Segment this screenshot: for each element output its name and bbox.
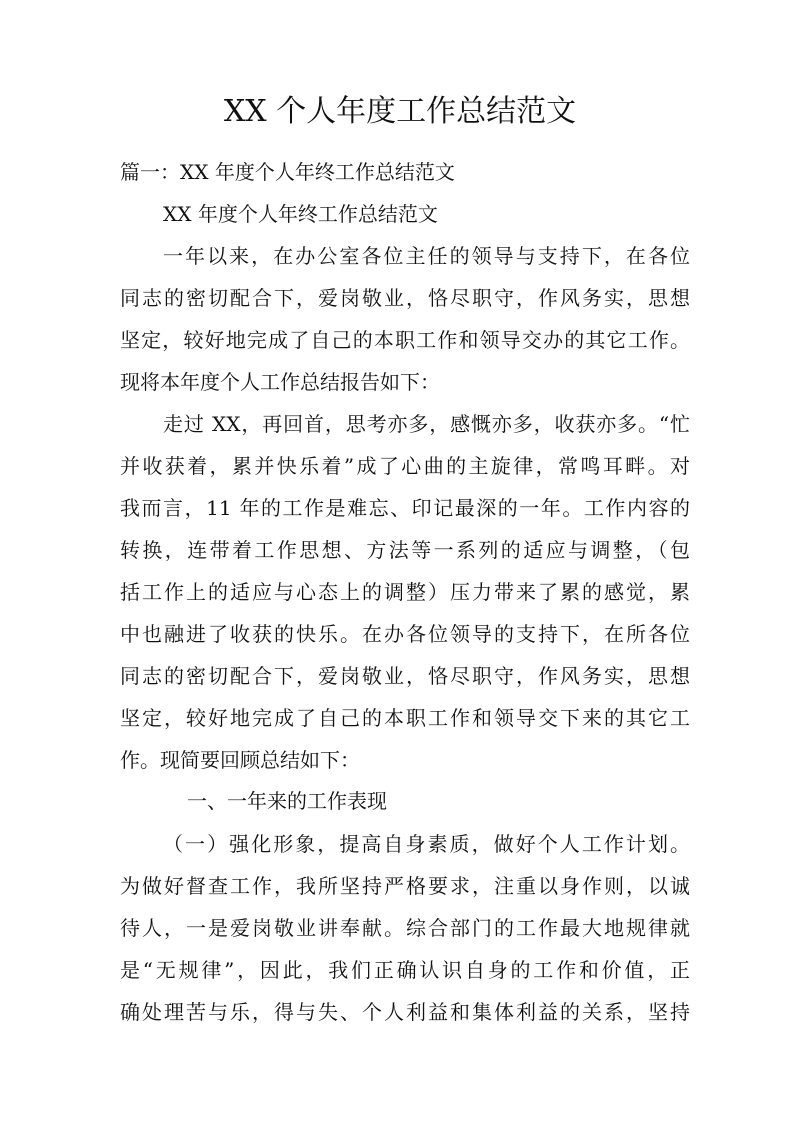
paragraph-line: 括工作上的适应与心态上的调整）压力带来了累的感觉，累 — [120, 580, 690, 604]
section-heading: 一、一年来的工作表现 — [187, 789, 387, 813]
paragraph-line: 中也融进了收获的快乐。在办各位领导的支持下，在所各位 — [120, 622, 690, 646]
paragraph-line: 坚定，较好地完成了自己的本职工作和领导交下来的其它工 — [120, 706, 690, 730]
paragraph-line: 同志的密切配合下，爱岗敬业，恪尽职守，作风务实，思想 — [120, 286, 690, 310]
paragraph-line: 为做好督查工作，我所坚持严格要求，注重以身作则，以诚 — [120, 874, 690, 898]
paragraph-line: 待人，一是爱岗敬业讲奉献。综合部门的工作最大地规律就 — [120, 916, 690, 940]
chapter-subheading: XX 年度个人年终工作总结范文 — [163, 202, 438, 226]
paragraph-line: 是“无规律”，因此，我们正确认识自身的工作和价值，正 — [120, 958, 690, 982]
paragraph-line: 现将本年度个人工作总结报告如下： — [120, 370, 440, 394]
paragraph-line: 并收获着，累并快乐着”成了心曲的主旋律，常鸣耳畔。对 — [120, 454, 690, 478]
paragraph-line: 我而言，11 年的工作是难忘、印记最深的一年。工作内容的 — [120, 496, 690, 520]
paragraph-line: 一年以来，在办公室各位主任的领导与支持下，在各位 — [163, 244, 690, 268]
paragraph-line: 转换，连带着工作思想、方法等一系列的适应与调整，（包 — [120, 538, 690, 562]
paragraph-line: 同志的密切配合下，爱岗敬业，恪尽职守，作风务实，思想 — [120, 664, 690, 688]
paragraph-line: 坚定，较好地完成了自己的本职工作和领导交办的其它工作。 — [120, 328, 690, 352]
document-title: XX 个人年度工作总结范文 — [223, 94, 577, 129]
paragraph-line: （一）强化形象，提高自身素质，做好个人工作计划。 — [163, 832, 690, 856]
paragraph-line: 作。现简要回顾总结如下： — [120, 748, 360, 772]
paragraph-line: 确处理苦与乐，得与失、个人利益和集体利益的关系，坚持 — [120, 1000, 690, 1024]
paragraph-line: 走过 XX，再回首，思考亦多，感慨亦多，收获亦多。“忙 — [163, 412, 690, 436]
chapter-heading: 篇一：XX 年度个人年终工作总结范文 — [120, 160, 455, 184]
